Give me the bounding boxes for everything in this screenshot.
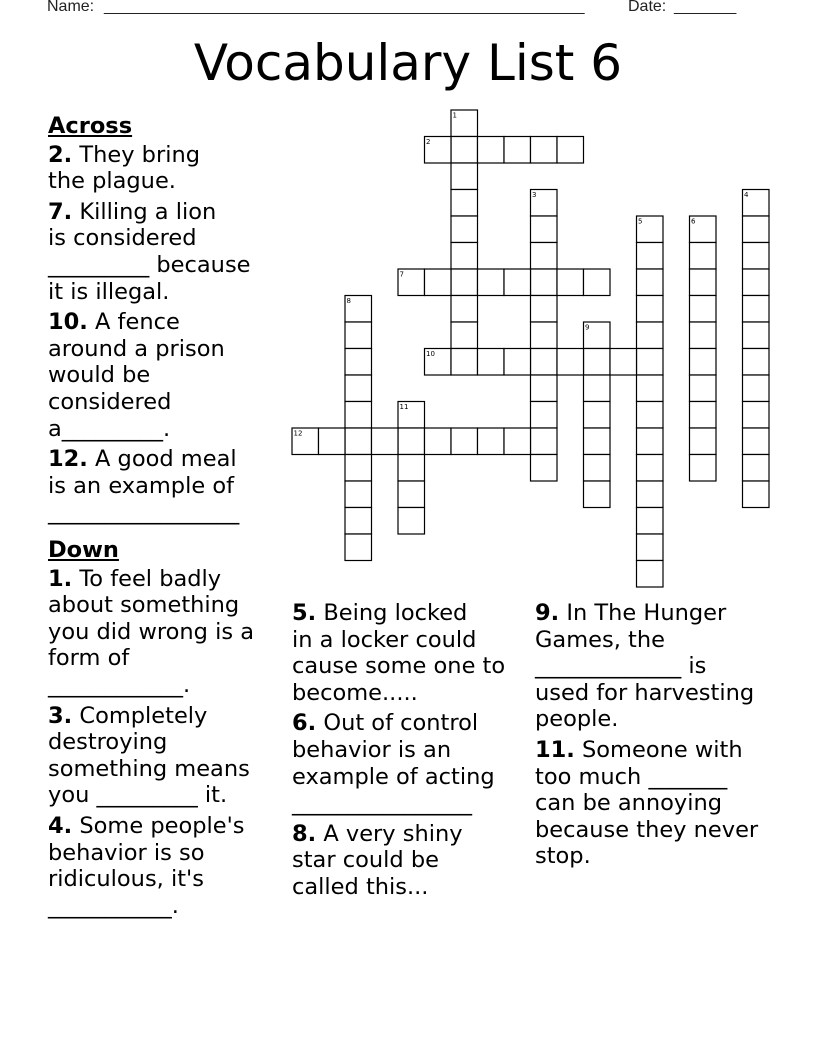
grid-cell[interactable]: [531, 216, 558, 243]
grid-cell[interactable]: [478, 137, 505, 164]
grid-cell[interactable]: [584, 402, 611, 429]
grid-cell[interactable]: [557, 349, 584, 376]
grid-cell[interactable]: [584, 455, 611, 482]
clue-down-11: 11. Someone with too much _______ can be annoying because they never stop.: [535, 736, 759, 870]
grid-cell[interactable]: [504, 428, 531, 455]
grid-cell[interactable]: [743, 269, 770, 296]
grid-cell[interactable]: [345, 508, 372, 535]
grid-cell[interactable]: [584, 269, 611, 296]
cell-number: 1: [452, 111, 457, 120]
down-clues-col-2: [292, 600, 532, 905]
grid-cell[interactable]: [451, 349, 478, 376]
date-label: Date:: [628, 0, 667, 15]
grid-cell[interactable]: [690, 322, 717, 349]
clue-down-8: 8. A very shiny star could be called this...: [292, 820, 463, 900]
cell-number: 6: [691, 217, 696, 226]
cell-number: 9: [585, 323, 590, 332]
grid-cell[interactable]: [531, 243, 558, 270]
clue-across-12: 12. A good meal is an example of _________________: [48, 446, 240, 526]
grid-cell[interactable]: [637, 508, 664, 535]
cell-number: 5: [638, 217, 643, 226]
grid-cell[interactable]: [425, 428, 452, 455]
grid-cell[interactable]: [557, 269, 584, 296]
grid-cell[interactable]: [637, 561, 664, 588]
grid-cell[interactable]: [451, 428, 478, 455]
grid-cell[interactable]: [345, 455, 372, 482]
grid-cell[interactable]: [690, 269, 717, 296]
grid-cell[interactable]: [637, 243, 664, 270]
clue-down-6: 6. Out of control behavior is an example of acting ________________: [292, 710, 495, 817]
clue-across-2: 2. They bring the plague.: [48, 141, 200, 195]
grid-cell[interactable]: [451, 137, 478, 164]
grid-cell[interactable]: [637, 455, 664, 482]
grid-cell[interactable]: [451, 243, 478, 270]
name-line[interactable]: ______________________________________________________: [104, 0, 585, 15]
clue-down-4: 4. Some people's behavior is so ridiculous, it's ___________.: [48, 812, 245, 919]
grid-cell[interactable]: [584, 349, 611, 376]
cell-number: 11: [399, 403, 409, 411]
grid-cell[interactable]: [637, 534, 664, 561]
cell-number: 3: [532, 191, 537, 199]
grid-cell[interactable]: [690, 349, 717, 376]
grid-cell[interactable]: [743, 216, 770, 243]
grid-cell[interactable]: [398, 428, 425, 455]
clue-down-5: 5. Being locked in a locker could cause some one to become.....: [292, 600, 506, 706]
grid-cell[interactable]: [690, 243, 717, 270]
grid-cell[interactable]: [637, 322, 664, 349]
cell-number: 10: [426, 350, 435, 358]
grid-cell[interactable]: [478, 349, 505, 376]
grid-cell[interactable]: [584, 481, 611, 508]
grid-cell[interactable]: [345, 481, 372, 508]
grid-cell[interactable]: [531, 137, 558, 164]
clue-down-3: 3. Completely destroying something means you _________ it.: [48, 702, 250, 809]
page-title: Vocabulary List 6: [193, 34, 623, 92]
grid-cell[interactable]: [637, 349, 664, 376]
grid-cell[interactable]: [451, 163, 478, 190]
grid-cell[interactable]: [743, 243, 770, 270]
grid-cell[interactable]: [398, 508, 425, 535]
grid-cell[interactable]: [345, 349, 372, 376]
grid-cell[interactable]: [531, 269, 558, 296]
grid-cell[interactable]: [743, 455, 770, 482]
clue-across-10: 10. A fence around a prison would be considered a_________.: [48, 309, 225, 442]
grid-cell[interactable]: [425, 269, 452, 296]
grid-cell[interactable]: [690, 402, 717, 429]
cell-number: 2: [426, 138, 431, 146]
grid-cell[interactable]: [531, 455, 558, 482]
grid-cell[interactable]: [451, 269, 478, 296]
grid-cell[interactable]: [743, 322, 770, 349]
down-clues-col-3: [535, 600, 785, 874]
grid-cell[interactable]: [743, 375, 770, 402]
date-line[interactable]: _______: [674, 0, 737, 15]
grid-cell[interactable]: [319, 428, 346, 455]
grid-cell[interactable]: [531, 322, 558, 349]
down-heading: Down: [48, 537, 119, 563]
grid-cell[interactable]: [637, 269, 664, 296]
grid-cell[interactable]: [637, 481, 664, 508]
grid-cell[interactable]: [345, 428, 372, 455]
grid-cell[interactable]: [531, 428, 558, 455]
grid-cell[interactable]: [690, 428, 717, 455]
grid-cell[interactable]: [345, 402, 372, 429]
grid-cell[interactable]: [690, 455, 717, 482]
grid-cell[interactable]: [743, 296, 770, 323]
grid-cell[interactable]: [504, 349, 531, 376]
grid-cell[interactable]: [743, 402, 770, 429]
grid-cell[interactable]: [531, 375, 558, 402]
grid-cell[interactable]: [637, 428, 664, 455]
grid-cell[interactable]: [345, 322, 372, 349]
grid-cell[interactable]: [478, 269, 505, 296]
grid-cell[interactable]: [372, 428, 399, 455]
clue-down-9: 9. In The Hunger Games, the _____________ is used for harvesting people.: [535, 600, 755, 733]
grid-cell[interactable]: [531, 349, 558, 376]
grid-cell[interactable]: [690, 296, 717, 323]
grid-cell[interactable]: [478, 428, 505, 455]
grid-cell[interactable]: [531, 296, 558, 323]
grid-cell[interactable]: [451, 190, 478, 217]
grid-cell[interactable]: [531, 402, 558, 429]
clue-down-1: 1. To feel badly about something you did wrong is a form of ____________.: [48, 565, 254, 698]
grid-cell[interactable]: [451, 322, 478, 349]
grid-cell[interactable]: [584, 428, 611, 455]
grid-cell[interactable]: [398, 455, 425, 482]
grid-cell[interactable]: [743, 428, 770, 455]
grid-cell[interactable]: [451, 216, 478, 243]
grid-cell[interactable]: [584, 375, 611, 402]
cell-number: 12: [293, 429, 303, 438]
grid-cell[interactable]: [637, 402, 664, 429]
grid-cell[interactable]: [504, 269, 531, 296]
grid-cell[interactable]: [690, 375, 717, 402]
grid-cell[interactable]: [345, 534, 372, 561]
grid-cell[interactable]: [504, 137, 531, 164]
grid-cell[interactable]: [743, 349, 770, 376]
grid-cell[interactable]: [451, 296, 478, 323]
grid-cell[interactable]: [637, 375, 664, 402]
cell-number: 4: [744, 191, 749, 199]
cell-number: 7: [399, 270, 404, 279]
grid-cell[interactable]: [610, 349, 637, 376]
grid-cell[interactable]: [743, 481, 770, 508]
grid-cell[interactable]: [557, 137, 584, 164]
name-label: Name:: [47, 0, 95, 15]
across-heading: Across: [48, 113, 133, 139]
grid-cell[interactable]: [398, 481, 425, 508]
grid-cell[interactable]: [637, 296, 664, 323]
grid-cell[interactable]: [345, 375, 372, 402]
clue-across-7: 7. Killing a lion is considered _________ because it is illegal.: [48, 198, 251, 305]
cell-number: 8: [346, 297, 351, 305]
